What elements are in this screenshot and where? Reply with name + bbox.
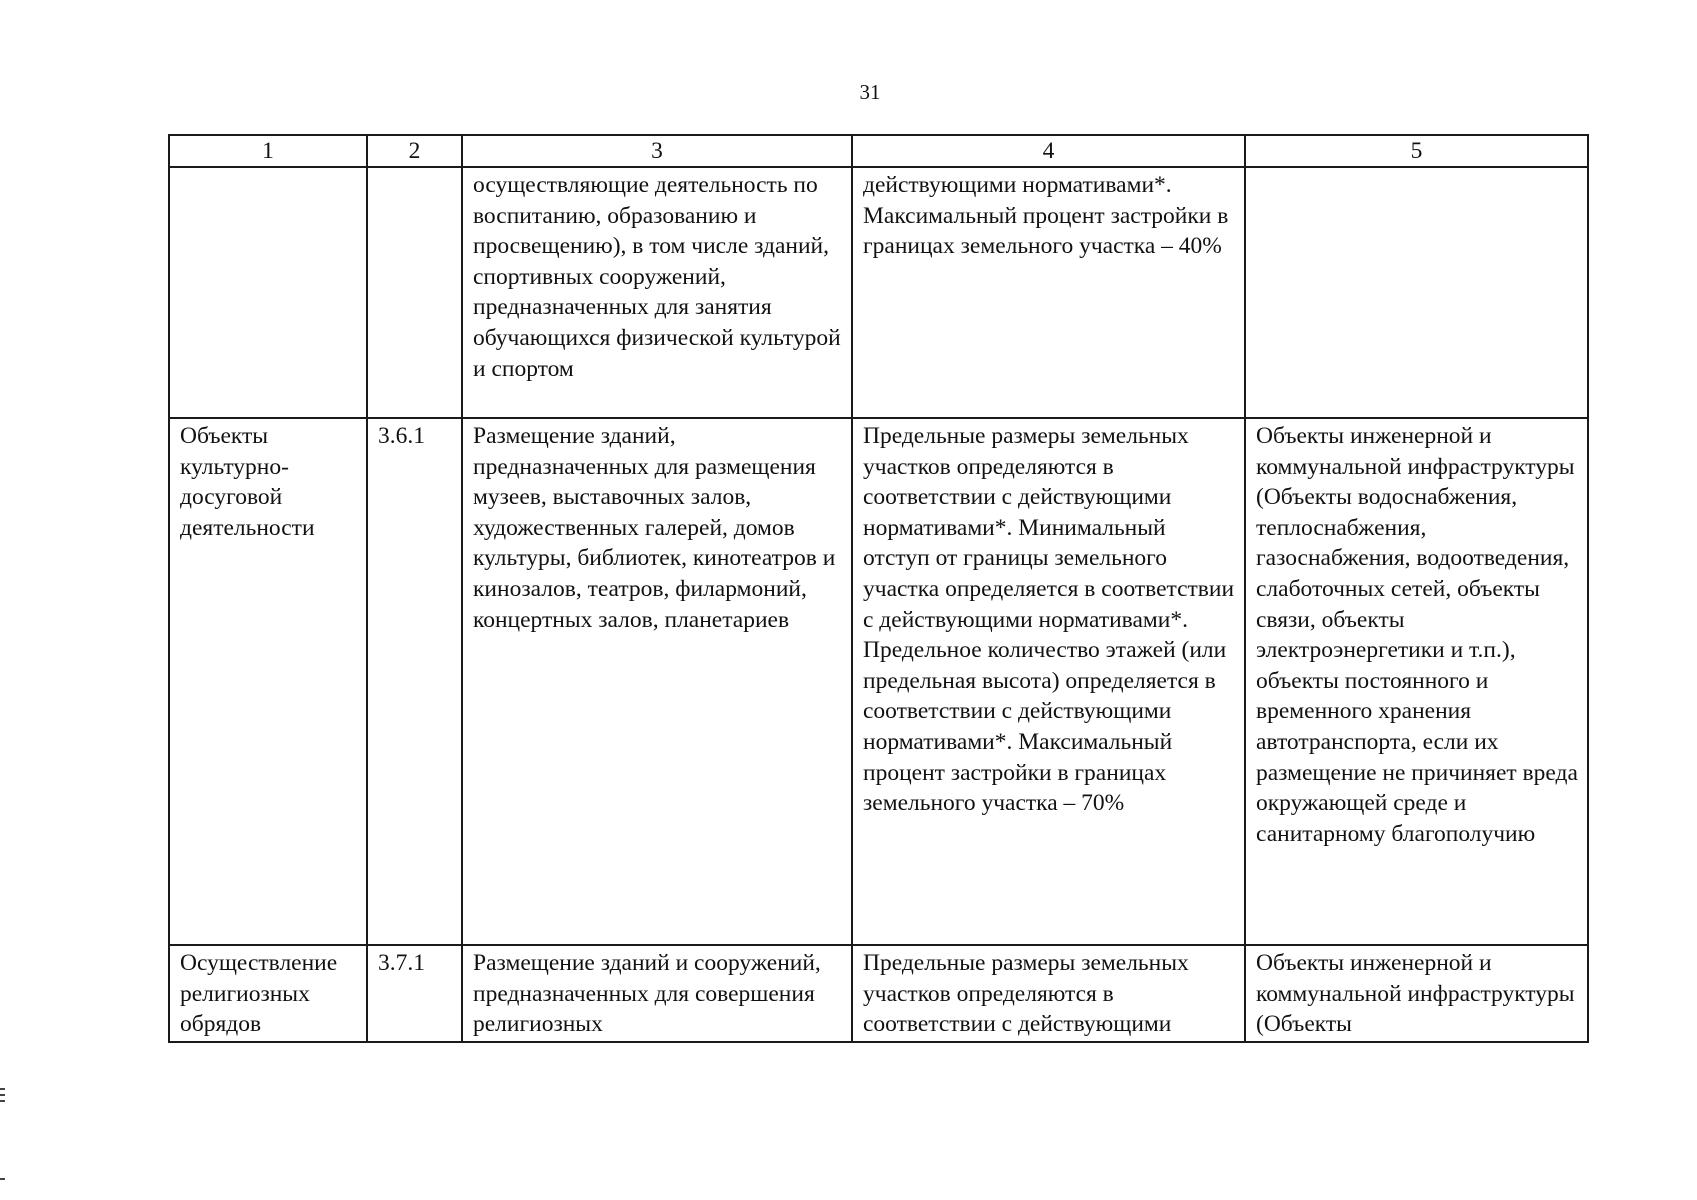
use-code-cell xyxy=(367,167,462,418)
column-header-4: 4 xyxy=(852,135,1245,167)
page-number: 31 xyxy=(859,80,881,104)
column-header-5: 5 xyxy=(1245,135,1588,167)
auxiliary-uses-cell: Объекты инженерной и коммунальной инфраструктуры (Объекты водоснабжения, теплоснабжения, газоснабжения, водоотведения, слаботочных сетей, объекты связи, объекты электроэнергетики и т.п.), объекты постоянного и временного хранения автотранспорта, если их размещение не причиняет вреда окружающей среде и санитарному благополучию xyxy=(1245,418,1588,945)
use-name-cell: Осуществление религиозных обрядов xyxy=(169,945,367,1042)
use-code-cell: 3.7.1 xyxy=(367,945,462,1042)
table-row xyxy=(169,945,1588,1042)
use-code-cell: 3.6.1 xyxy=(367,418,462,945)
zoning-table xyxy=(168,134,1589,1043)
table-row xyxy=(169,167,1588,418)
column-header-2: 2 xyxy=(367,135,462,167)
use-description-cell: Размещение зданий и сооружений, предназначенных для совершения религиозных xyxy=(462,945,852,1042)
parameters-cell: Предельные размеры земельных участков определяются в соответствии с действующими xyxy=(852,945,1245,1042)
use-name-cell: Объекты культурно-досуговой деятельности xyxy=(169,418,367,945)
column-header-3: 3 xyxy=(462,135,852,167)
scan-margin-mark xyxy=(0,1178,5,1180)
scan-margin-mark xyxy=(0,1094,5,1096)
scan-margin-mark xyxy=(0,1088,5,1090)
scan-margin-mark xyxy=(0,1100,5,1102)
table-row xyxy=(169,418,1588,945)
parameters-cell: действующими нормативами*. Максимальный процент застройки в границах земельного участка – 40% xyxy=(852,167,1245,418)
auxiliary-uses-cell: Объекты инженерной и коммунальной инфраструктуры (Объекты xyxy=(1245,945,1588,1042)
use-name-cell xyxy=(169,167,367,418)
table-header-row xyxy=(169,135,1588,167)
use-description-cell: Размещение зданий, предназначенных для размещения музеев, выставочных залов, художественных галерей, домов культуры, библиотек, кинотеатров и кинозалов, театров, филармоний, концертных залов, планетариев xyxy=(462,418,852,945)
auxiliary-uses-cell xyxy=(1245,167,1588,418)
column-header-1: 1 xyxy=(169,135,367,167)
use-description-cell: осуществляющие деятельность по воспитанию, образованию и просвещению), в том числе зданий, спортивных сооружений, предназначенных для занятия обучающихся физической культурой и спортом xyxy=(462,167,852,418)
parameters-cell: Предельные размеры земельных участков определяются в соответствии с действующими нормативами*. Минимальный отступ от границы земельного участка определяется в соответствии с действующими нормативами*. Предельное количество этажей (или предельная высота) определяется в соответствии с действующими нормативами*. Максимальный процент застройки в границах земельного участка – 70% xyxy=(852,418,1245,945)
